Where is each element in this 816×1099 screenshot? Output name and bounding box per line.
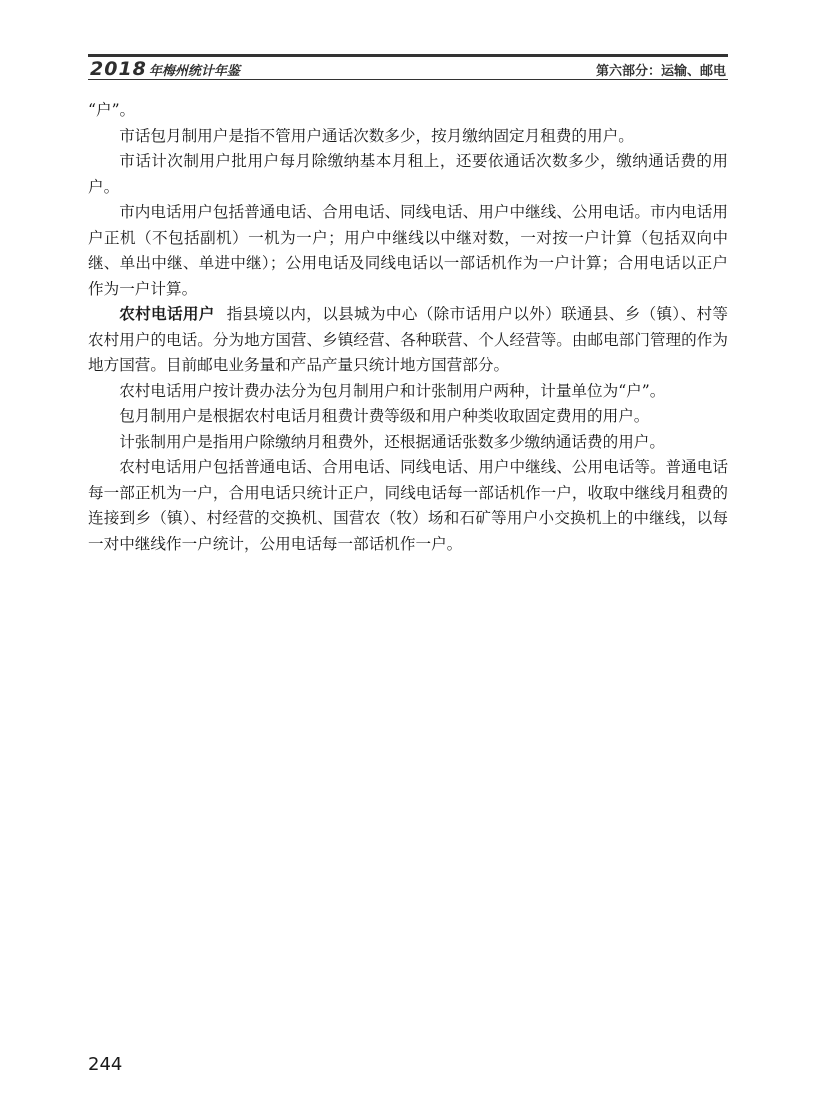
rural-definition-text: 指县境以内，以县城为中心（除市话用户以外）联通县、乡（镇）、村等农村用户的电话。分为地方国营、乡镇经营、各种联营、个人经营等。由邮电部门管理的作为地方国营。目前邮电业务量和产品产量只统计地方国营部分。 bbox=[88, 305, 728, 374]
paragraph-rural-monthly: 包月制用户是根据农村电话月租费计费等级和用户种类收取固定费用的用户。 bbox=[119, 407, 650, 425]
paragraph-rural-per-call: 计张制用户是指用户除缴纳月租费外，还根据通话张数多少缴纳通话费的用户。 bbox=[119, 432, 665, 451]
page-number: 244 bbox=[88, 1054, 123, 1075]
paragraph-metered-users: 市话计次制用户批用户每月除缴纳基本月租上，还要依通话次数多少，缴纳通话费的用户。 bbox=[88, 152, 728, 196]
header-year: 2018 bbox=[90, 58, 147, 80]
term-rural-phone-users: 农村电话用户 bbox=[119, 305, 215, 323]
running-header bbox=[88, 54, 728, 80]
paragraph-rural-phone-types: 农村电话用户包括普通电话、合用电话、同线电话、用户中继线、公用电话等。普通电话每一部正机为一户，合用电话只统计正户，同线电话每一部话机作一户，收取中继线月租费的连接到乡（镇）、村经营的交换机、国营农（牧）场和石矿等用户小交换机上的中继线，以每一对中继线作一户统计，公用电话每一部话机作一户。 bbox=[88, 458, 728, 553]
paragraph-rural-definition bbox=[88, 302, 728, 379]
header-book-title bbox=[90, 58, 240, 80]
paragraph-urban-phone-users: 市内电话用户包括普通电话、合用电话、同线电话、用户中继线、公用电话。市内电话用户正机（不包括副机）一机为一户；用户中继线以中继对数，一对按一户计算（包括双向中继、单出中继、单进中继）；公用电话及同线电话以一部话机作为一户计算；合用电话以正户作为一户计算。 bbox=[88, 203, 728, 298]
paragraph-monthly-users: 市话包月制用户是指不管用户通话次数多少，按月缴纳固定月租费的用户。 bbox=[119, 126, 634, 145]
header-book-name: 年梅州统计年鉴 bbox=[148, 64, 240, 79]
paragraph-continuation: “户”。 bbox=[88, 101, 136, 119]
body-text bbox=[88, 98, 728, 557]
header-section-title: 第六部分：运输、邮电 bbox=[595, 64, 726, 79]
paragraph-rural-billing: 农村电话用户按计费办法分为包月制用户和计张制用户两种，计量单位为“户”。 bbox=[119, 381, 666, 400]
